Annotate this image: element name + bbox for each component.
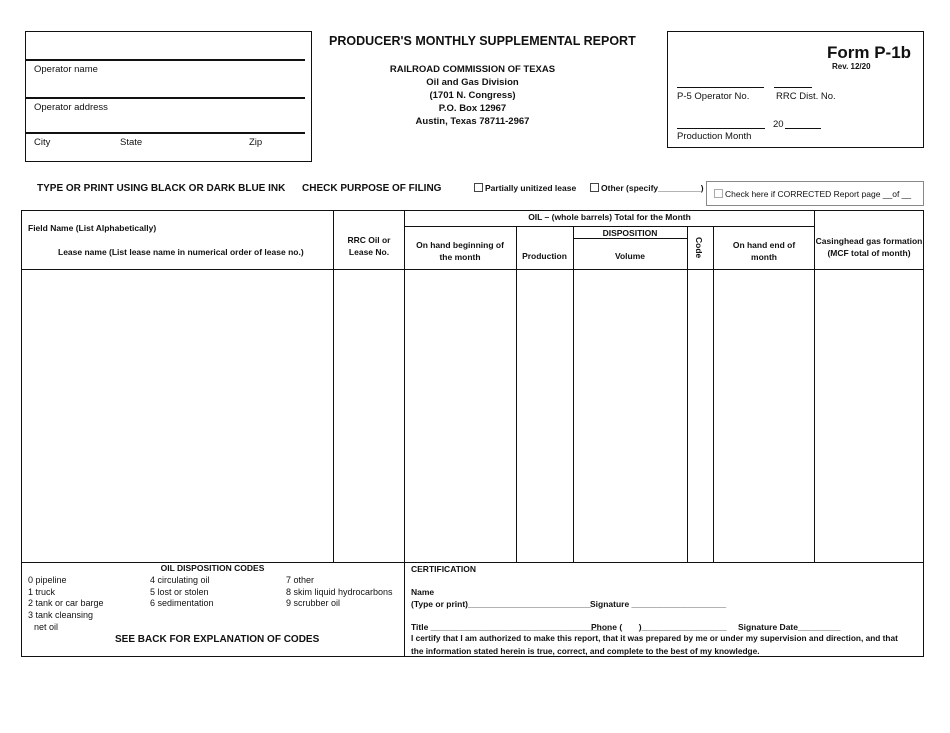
agency-division: Oil and Gas Division — [426, 77, 519, 88]
oil-header: OIL – (whole barrels) Total for the Month — [528, 212, 691, 222]
header-bottom-line — [21, 269, 924, 270]
code-item: 3 tank cleansing — [28, 610, 94, 621]
disposition-header: DISPOSITION — [602, 228, 658, 238]
rrc-lease-header: RRC Oil or Lease No. — [347, 235, 391, 257]
other-checkbox[interactable] — [590, 183, 599, 192]
city-state-zip-line — [25, 132, 305, 134]
certification-title: CERTIFICATION — [411, 564, 477, 574]
code-header: Code — [694, 237, 704, 259]
report-title: PRODUCER'S MONTHLY SUPPLEMENTAL REPORT — [329, 34, 636, 48]
cert-title-line[interactable]: Title ______________________________________ — [411, 622, 611, 632]
cert-type-print[interactable]: (Type or print)__________________________ — [411, 599, 591, 609]
production-month-line — [677, 128, 765, 129]
city-label: City — [34, 137, 51, 148]
code-item: 5 lost or stolen — [150, 586, 209, 597]
volume-header: Volume — [614, 251, 646, 261]
cert-phone[interactable]: Phone ( )__________________ — [591, 622, 727, 632]
lease-name-header: Lease name (List lease name in numerical order of lease no.) — [58, 247, 304, 257]
see-back-note: SEE BACK FOR EXPLANATION OF CODES — [115, 634, 320, 645]
partially-unitized-checkbox[interactable] — [474, 183, 483, 192]
code-item: net oil — [34, 621, 59, 632]
cert-signature-date[interactable]: Signature Date_________ — [738, 622, 841, 632]
col-line-5 — [687, 226, 688, 562]
agency-block — [340, 63, 605, 128]
col-line-1 — [333, 210, 334, 562]
codes-title: OIL DISPOSITION CODES — [160, 563, 265, 573]
code-item: 7 other — [286, 575, 315, 585]
code-item: 0 pipeline — [28, 575, 67, 585]
operator-address-line — [25, 97, 305, 99]
rrc-dist-label: RRC Dist. No. — [776, 91, 836, 102]
cert-statement-1: I certify that I am authorized to make this report, that it was prepared by me or under my supervision and direction, and that — [411, 633, 898, 643]
cert-name-label: Name — [411, 587, 435, 597]
corrected-label: Check here if CORRECTED Report page __of __ — [725, 189, 912, 199]
p5-operator-label: P-5 Operator No. — [677, 91, 750, 102]
other-label: Other (specify_________) — [601, 183, 704, 193]
cert-statement-2: the information stated herein is true, correct, and complete to the best of my knowledge. — [411, 646, 760, 656]
col-line-7 — [814, 210, 815, 562]
code-item: 9 scrubber oil — [286, 598, 341, 609]
state-label: State — [120, 137, 143, 148]
col-line-4 — [573, 226, 574, 562]
cert-signature[interactable]: Signature ____________________ — [590, 599, 727, 609]
code-item: 2 tank or car barge — [28, 598, 104, 609]
code-item: 4 circulating oil — [150, 575, 210, 585]
production-header: Production — [522, 251, 567, 261]
col-line-6 — [713, 226, 714, 562]
year-prefix: 20 — [773, 119, 784, 130]
field-name-header: Field Name (List Alphabetically) — [28, 223, 157, 233]
other-option[interactable] — [590, 183, 704, 193]
year-line — [785, 128, 821, 129]
agency-pobox: P.O. Box 12967 — [438, 103, 507, 114]
codes-col-2 — [150, 575, 214, 610]
form-number: Form P-1b — [827, 43, 912, 62]
agency-street: (1701 N. Congress) — [429, 90, 516, 101]
col-line-2 — [404, 210, 405, 657]
corrected-option[interactable] — [714, 189, 911, 199]
oil-header-line — [404, 226, 815, 227]
partially-unitized-option[interactable] — [474, 183, 576, 193]
production-month-label: Production Month — [677, 131, 752, 142]
codes-col-3 — [286, 575, 393, 610]
corrected-checkbox[interactable] — [714, 189, 723, 198]
operator-name-label: Operator name — [34, 64, 98, 75]
zip-label: Zip — [249, 137, 263, 148]
agency-name: RAILROAD COMMISSION OF TEXAS — [389, 64, 556, 75]
partially-unitized-label: Partially unitized lease — [485, 183, 577, 193]
operator-address-label: Operator address — [34, 102, 108, 113]
p5-operator-line — [677, 87, 764, 88]
on-hand-end-header: On hand end of month — [732, 240, 796, 262]
ink-instruction: TYPE OR PRINT USING BLACK OR DARK BLUE INK — [37, 183, 286, 194]
code-item: 1 truck — [28, 586, 56, 597]
col-line-3 — [516, 226, 517, 562]
form-revision: Rev. 12/20 — [832, 62, 871, 71]
on-hand-begin-header: On hand beginning of the month — [416, 240, 504, 262]
casinghead-header: Casinghead gas formation (MCF total of month) — [815, 236, 923, 258]
code-item: 8 skim liquid hydrocarbons — [286, 586, 393, 597]
rrc-dist-line — [774, 87, 812, 88]
code-item: 6 sedimentation — [150, 598, 214, 609]
operator-name-line — [25, 59, 305, 61]
codes-col-1 — [28, 575, 104, 634]
disposition-line — [573, 238, 687, 239]
purpose-instruction: CHECK PURPOSE OF FILING — [302, 183, 442, 194]
agency-city: Austin, Texas 78711-2967 — [415, 116, 530, 127]
